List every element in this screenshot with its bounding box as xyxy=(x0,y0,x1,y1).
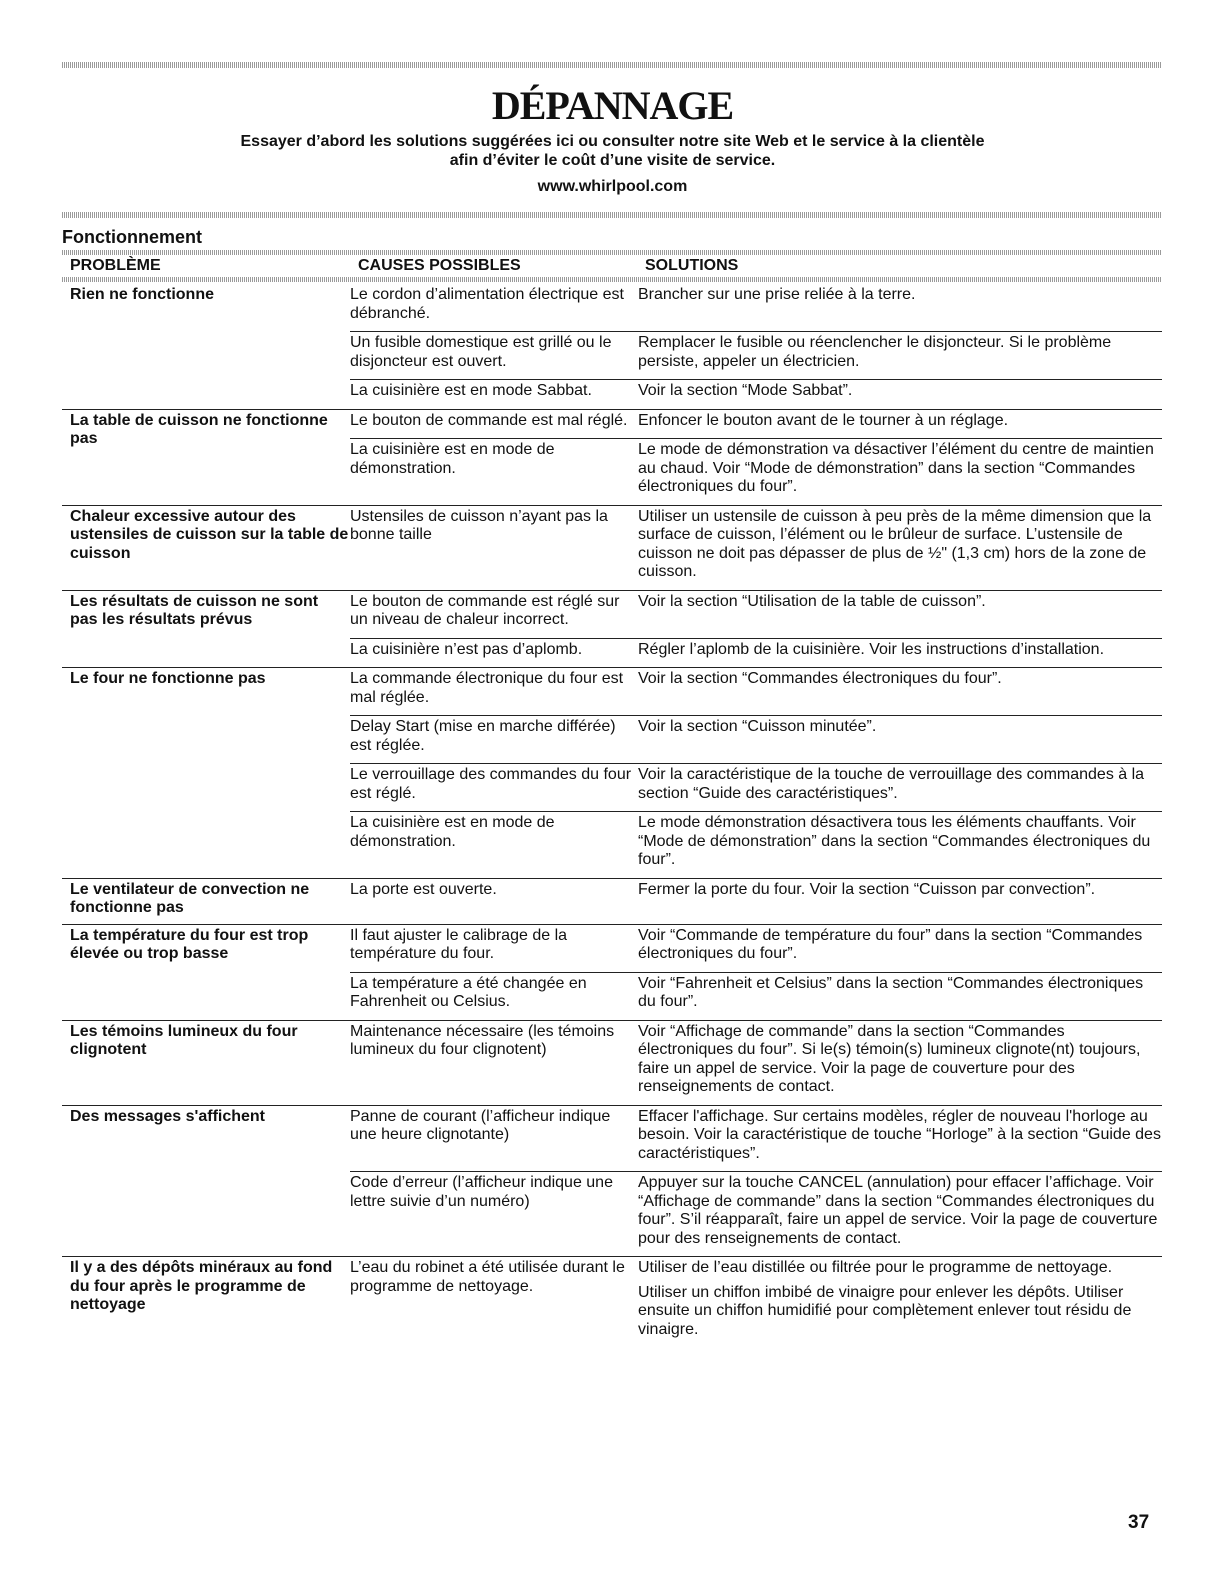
cause-cell: Un fusible domestique est grillé ou le disjoncteur est ouvert. xyxy=(350,334,612,370)
solution-text: Voir “Fahrenheit et Celsius” dans la section “Commandes électroniques du four”. xyxy=(638,974,1144,1010)
solution-cell xyxy=(638,925,1162,972)
solution-text: Voir la caractéristique de la touche de verrouillage des commandes à la section “Guide des caractéristiques”. xyxy=(638,766,1145,802)
column-header-solutions: SOLUTIONS xyxy=(645,257,739,274)
solution-text: Voir la section “Cuisson minutée”. xyxy=(638,718,877,735)
header-top-rule xyxy=(62,250,1162,255)
cause-solution-pair xyxy=(350,715,1162,763)
section-heading: Fonctionnement xyxy=(62,227,202,247)
solution-text: Utiliser de l’eau distillée ou filtrée pour le programme de nettoyage. xyxy=(638,1259,1113,1276)
solution-cell xyxy=(638,879,1162,908)
cause-solution-list xyxy=(350,1106,1162,1257)
solution-cell xyxy=(638,1257,1162,1347)
cause-solution-pair xyxy=(350,506,1162,590)
solution-cell xyxy=(638,973,1162,1020)
top-divider xyxy=(62,62,1162,68)
cause-cell: Code d’erreur (l’afficheur indique une lettre suivie d’un numéro) xyxy=(350,1174,613,1210)
cause-cell: La porte est ouverte. xyxy=(350,880,497,898)
cause-solution-pair xyxy=(350,879,1162,908)
cause-cell: Il faut ajuster le calibrage de la température du four. xyxy=(350,926,568,962)
problem-cell: La table de cuisson ne fonctionne pas xyxy=(70,411,328,447)
solution-cell xyxy=(638,812,1162,878)
solution-text: Le mode de démonstration va désactiver l’élément du centre de maintien au chaud. Voir “Mode de démonstration” dans la section “Commandes électroniques du four”. xyxy=(638,441,1154,495)
cause-solution-list xyxy=(350,284,1162,409)
solution-cell xyxy=(638,716,1162,763)
troubleshooting-table xyxy=(62,284,1162,1347)
cause-solution-pair xyxy=(350,1171,1162,1256)
table-row xyxy=(62,409,1162,505)
problem-cell: La température du four est trop élevée ou trop basse xyxy=(70,926,309,962)
solution-text: Voir “Affichage de commande” dans la section “Commandes électroniques du four”. Si le(s) témoin(s) lumineux clignote(nt) toujours, faire un appel de service. Voir la page de couverture pour des renseignements de contact. xyxy=(638,1022,1141,1095)
problem-cell: Il y a des dépôts minéraux au fond du four après le programme de nettoyage xyxy=(70,1259,333,1313)
cause-solution-list xyxy=(350,1021,1162,1105)
solution-cell xyxy=(638,591,1162,638)
problem-cell: Rien ne fonctionne xyxy=(70,286,214,303)
table-row xyxy=(62,284,1162,409)
solution-cell xyxy=(638,332,1162,379)
header-bottom-rule xyxy=(62,277,1162,282)
cause-cell: L’eau du robinet a été utilisée durant le programme de nettoyage. xyxy=(350,1259,625,1295)
solution-text: Enfoncer le bouton avant de le tourner à un réglage. xyxy=(638,411,1009,429)
solution-text: Utiliser un ustensile de cuisson à peu près de la même dimension que la surface de cuisson, l’élément ou le brûleur de surface. L’ustensile de cuisson ne doit pas dépasser de plus de ½" (1,3 cm) hors de la zone de cuisson. xyxy=(638,507,1152,580)
cause-solution-pair xyxy=(350,925,1162,972)
solution-text: Effacer l'affichage. Sur certains modèles, régler de nouveau l'horloge au besoin. Voir la caractéristique de touche “Horloge” à la section “Guide des caractéristiques”. xyxy=(638,1107,1161,1162)
table-row xyxy=(62,1256,1162,1347)
intro-line-2: afin d’éviter le coût d’une visite de service. xyxy=(449,152,776,169)
cause-cell: Le verrouillage des commandes du four est réglé. xyxy=(350,766,632,802)
column-header-problem: PROBLÈME xyxy=(70,257,161,274)
solution-cell xyxy=(638,1106,1162,1172)
cause-cell: Le bouton de commande est mal réglé. xyxy=(350,411,628,429)
cause-cell: La cuisinière n’est pas d’aplomb. xyxy=(350,640,583,658)
solution-text: Voir “Commande de température du four” dans la section “Commandes électroniques du four”. xyxy=(638,926,1143,962)
cause-solution-pair xyxy=(350,972,1162,1020)
problem-cell: Le ventilateur de convection ne fonctionne pas xyxy=(70,880,310,916)
cause-cell: La température a été changée en Fahrenheit ou Celsius. xyxy=(350,974,587,1010)
column-header-causes: CAUSES POSSIBLES xyxy=(358,257,521,274)
solution-cell xyxy=(638,439,1162,505)
solution-cell xyxy=(638,410,1162,439)
problem-cell: Les témoins lumineux du four clignotent xyxy=(70,1022,298,1058)
cause-solution-pair xyxy=(350,1257,1162,1347)
cause-solution-pair xyxy=(350,438,1162,505)
cause-cell: La cuisinière est en mode Sabbat. xyxy=(350,382,592,399)
cause-solution-list xyxy=(350,591,1162,668)
cause-solution-list xyxy=(350,1257,1162,1347)
solution-text: Utiliser un chiffon imbibé de vinaigre pour enlever les dépôts. Utiliser ensuite un chiffon humidifié pour complètement enlever tout résidu de vinaigre. xyxy=(638,1283,1132,1338)
solution-text: Fermer la porte du four. Voir la section “Cuisson par convection”. xyxy=(638,880,1096,898)
table-row xyxy=(62,590,1162,668)
solution-text: Voir la section “Utilisation de la table de cuisson”. xyxy=(638,592,986,610)
table-row xyxy=(62,667,1162,878)
solution-text: Le mode démonstration désactivera tous les éléments chauffants. Voir “Mode de démonstration” dans la section “Commandes électroniques du four”. xyxy=(638,814,1151,868)
solution-cell xyxy=(638,764,1162,811)
cause-solution-list xyxy=(350,410,1162,505)
cause-solution-pair xyxy=(350,638,1162,668)
cause-solution-list xyxy=(350,668,1162,878)
intro-line-1: Essayer d’abord les solutions suggérées ici ou consulter notre site Web et le service à la clientèle xyxy=(240,133,985,150)
cause-solution-list xyxy=(350,506,1162,590)
solution-text: Voir la section “Mode Sabbat”. xyxy=(638,382,853,399)
cause-cell: La cuisinière est en mode de démonstration. xyxy=(350,814,555,850)
solution-cell xyxy=(638,380,1162,409)
cause-cell: Le bouton de commande est réglé sur un niveau de chaleur incorrect. xyxy=(350,592,620,628)
solution-cell xyxy=(638,1172,1162,1256)
cause-cell: Ustensiles de cuisson n’ayant pas la bonne taille xyxy=(350,507,608,543)
page-title: DÉPANNAGE xyxy=(491,83,734,128)
cause-solution-pair xyxy=(350,763,1162,811)
problem-cell: Des messages s'affichent xyxy=(70,1107,266,1125)
table-row xyxy=(62,924,1162,1020)
cause-solution-pair xyxy=(350,1106,1162,1172)
cause-solution-pair xyxy=(350,379,1162,409)
solution-text: Appuyer sur la touche CANCEL (annulation) pour effacer l’affichage. Voir “Affichage de commande” dans la section “Commandes électroniques du four”. S’il réapparaît, faire un appel de service. Voir la page de couverture pour des renseignements de contact. xyxy=(638,1174,1158,1247)
solution-text: Brancher sur une prise reliée à la terre. xyxy=(638,286,916,303)
cause-cell: Le cordon d’alimentation électrique est débranché. xyxy=(350,286,624,322)
cause-cell: Delay Start (mise en marche différée) est réglée. xyxy=(350,718,616,754)
cause-solution-pair xyxy=(350,331,1162,379)
cause-solution-list xyxy=(350,925,1162,1020)
solution-cell xyxy=(638,506,1162,590)
cause-cell: Panne de courant (l’afficheur indique une heure clignotante) xyxy=(350,1107,611,1143)
cause-solution-pair xyxy=(350,811,1162,878)
solution-text: Remplacer le fusible ou réenclencher le disjoncteur. Si le problème persiste, appeler un électricien. xyxy=(638,334,1112,370)
table-row xyxy=(62,878,1162,924)
cause-solution-pair xyxy=(350,591,1162,638)
table-row xyxy=(62,1020,1162,1105)
solution-cell xyxy=(638,639,1162,668)
problem-cell: Le four ne fonctionne pas xyxy=(70,670,266,687)
cause-cell: La commande électronique du four est mal réglée. xyxy=(350,670,624,706)
solution-cell xyxy=(638,1021,1162,1105)
cause-solution-list xyxy=(350,879,1162,924)
intro-text xyxy=(0,132,1225,170)
cause-solution-pair xyxy=(350,1021,1162,1105)
solution-cell xyxy=(638,668,1162,715)
section-divider xyxy=(62,212,1162,218)
solution-cell xyxy=(638,284,1162,331)
solution-text: Régler l’aplomb de la cuisinière. Voir les instructions d’installation. xyxy=(638,640,1105,658)
page-number: 37 xyxy=(1128,1512,1150,1533)
website-link[interactable]: www.whirlpool.com xyxy=(537,178,688,195)
cause-solution-pair xyxy=(350,410,1162,439)
problem-cell: Les résultats de cuisson ne sont pas les résultats prévus xyxy=(70,592,319,628)
table-row xyxy=(62,1105,1162,1257)
cause-solution-pair xyxy=(350,668,1162,715)
table-row xyxy=(62,505,1162,590)
cause-cell: La cuisinière est en mode de démonstration. xyxy=(350,441,555,477)
solution-text: Voir la section “Commandes électroniques du four”. xyxy=(638,670,1002,687)
cause-cell: Maintenance nécessaire (les témoins lumineux du four clignotent) xyxy=(350,1022,615,1058)
cause-solution-pair xyxy=(350,284,1162,331)
problem-cell: Chaleur excessive autour des ustensiles de cuisson sur la table de cuisson xyxy=(70,507,349,562)
